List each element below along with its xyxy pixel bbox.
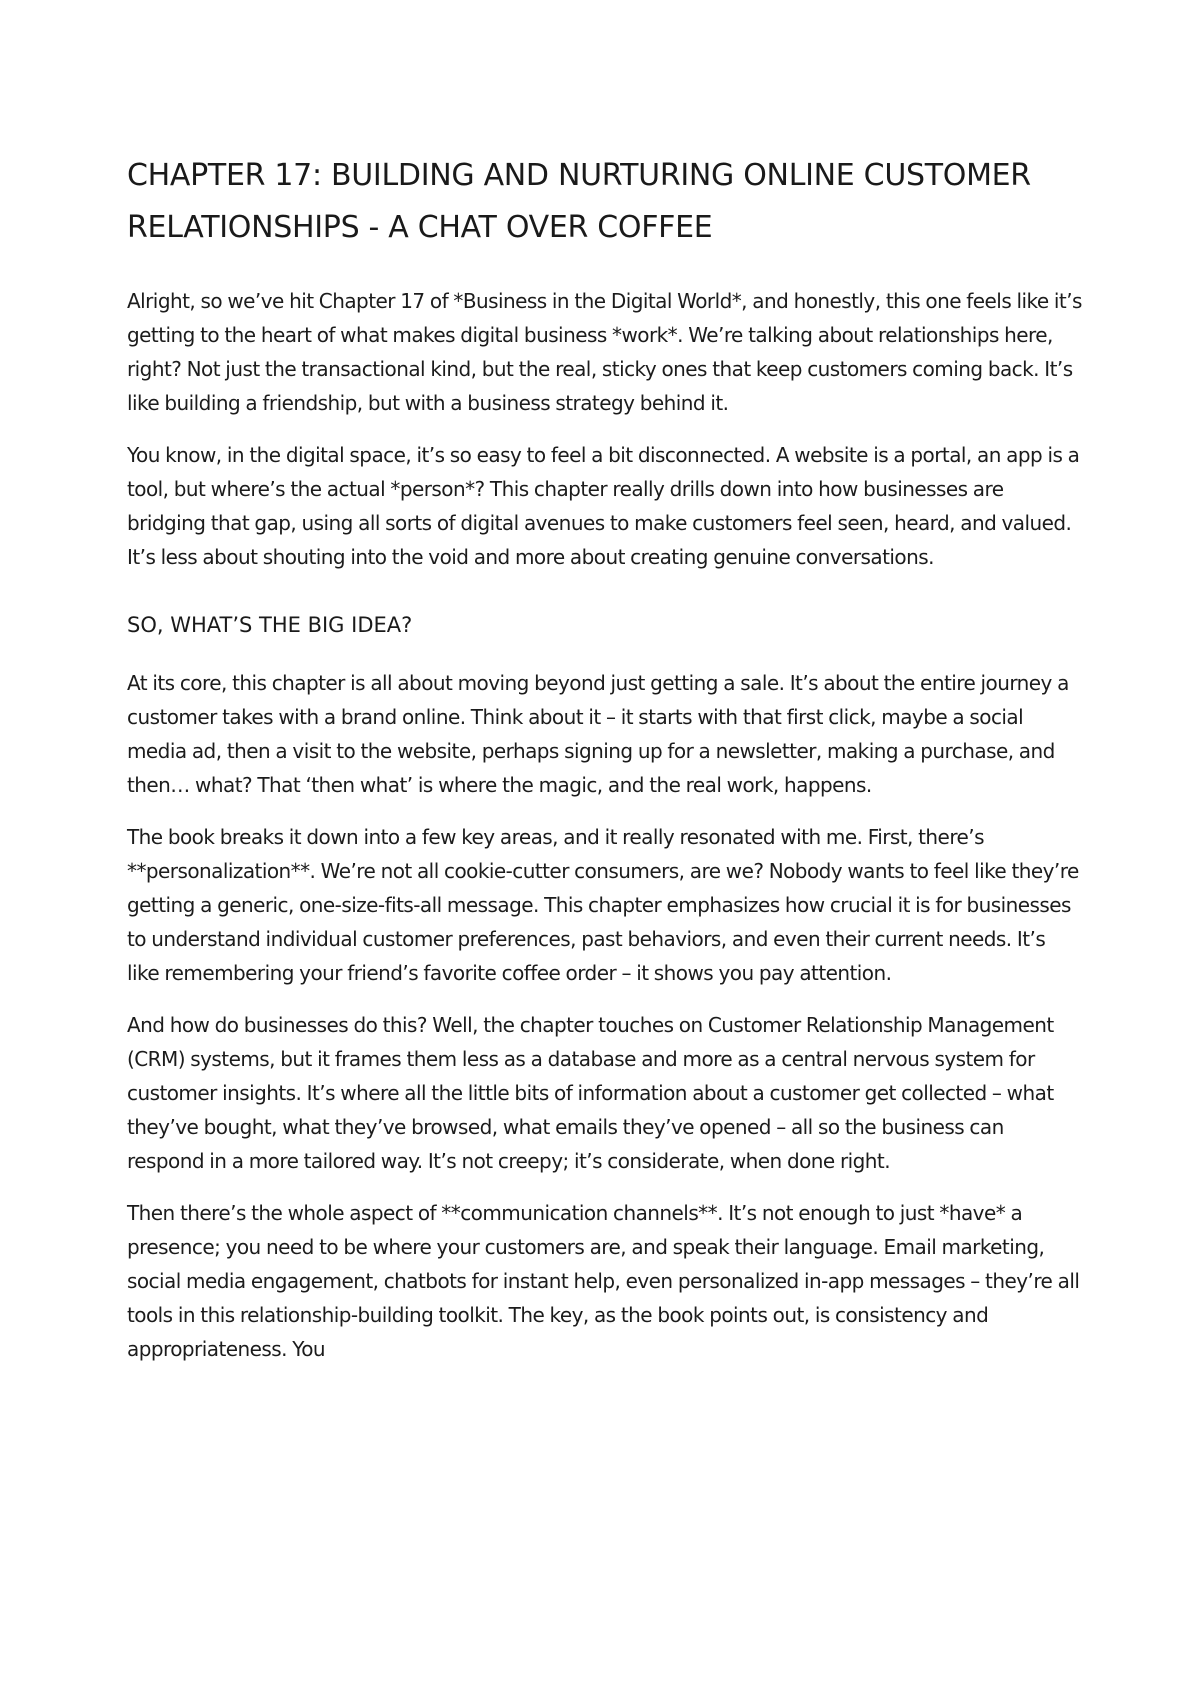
body-paragraph: At its core, this chapter is all about moving beyond just getting a sale. It’s about the entire journey a customer takes with a brand online. Think about it – it starts with that first click, maybe a social media ad, then a visit to the website, perhaps signing up for a newsletter, making a purchase, and then… what? That ‘then what’ is where the magic, and the real work, happens. — [127, 671, 1069, 797]
body-paragraph: And how do businesses do this? Well, the chapter touches on Customer Relationship Management (CRM) systems, but it frames them less as a database and more as a central nervous system for customer insights. It’s where all the little bits of information about a customer get collected – what they’ve bought, what they’ve browsed, what emails they’ve opened – all so the business can respond in a more tailored way. It’s not creepy; it’s considerate, when done right. — [127, 1013, 1054, 1173]
body-paragraph: Then there’s the whole aspect of **communication channels**. It’s not enough to just *have* a presence; you need to be where your customers are, and speak their language. Email marketing, social media engagement, chatbots for instant help, even personalized in-app messages – they’re all tools in this relationship-building toolkit. The key, as the book points out, is consistency and appropriateness. You — [127, 1201, 1080, 1361]
intro-paragraph: Alright, so we’ve hit Chapter 17 of *Business in the Digital World*, and honestly, this one feels like it’s getting to the heart of what makes digital business *work*. We’re talking about relationships here, right? Not just the transactional kind, but the real, sticky ones that keep customers coming back. It’s like building a friendship, but with a business strategy behind it. — [127, 289, 1082, 415]
chapter-title: CHAPTER 17: BUILDING AND NURTURING ONLINE CUSTOMER RELATIONSHIPS - A CHAT OVER COFFEE — [127, 158, 1031, 245]
body-paragraph: The book breaks it down into a few key areas, and it really resonated with me. First, there’s **personalization**. We’re not all cookie-cutter consumers, are we? Nobody wants to feel like they’re getting a generic, one-size-fits-all message. This chapter emphasizes how crucial it is for businesses to understand individual customer preferences, past behaviors, and even their current needs. It’s like remembering your friend’s favorite coffee order – it shows you pay attention. — [127, 825, 1079, 985]
intro-paragraph: You know, in the digital space, it’s so easy to feel a bit disconnected. A website is a portal, an app is a tool, but where’s the actual *person*? This chapter really drills down into how businesses are bridging that gap, using all sorts of digital avenues to make customers feel seen, heard, and valued. It’s less about shouting into the void and more about creating genuine conversations. — [127, 443, 1080, 569]
section-heading: SO, WHAT’S THE BIG IDEA? — [127, 613, 413, 637]
document-page — [127, 150, 1082, 1384]
